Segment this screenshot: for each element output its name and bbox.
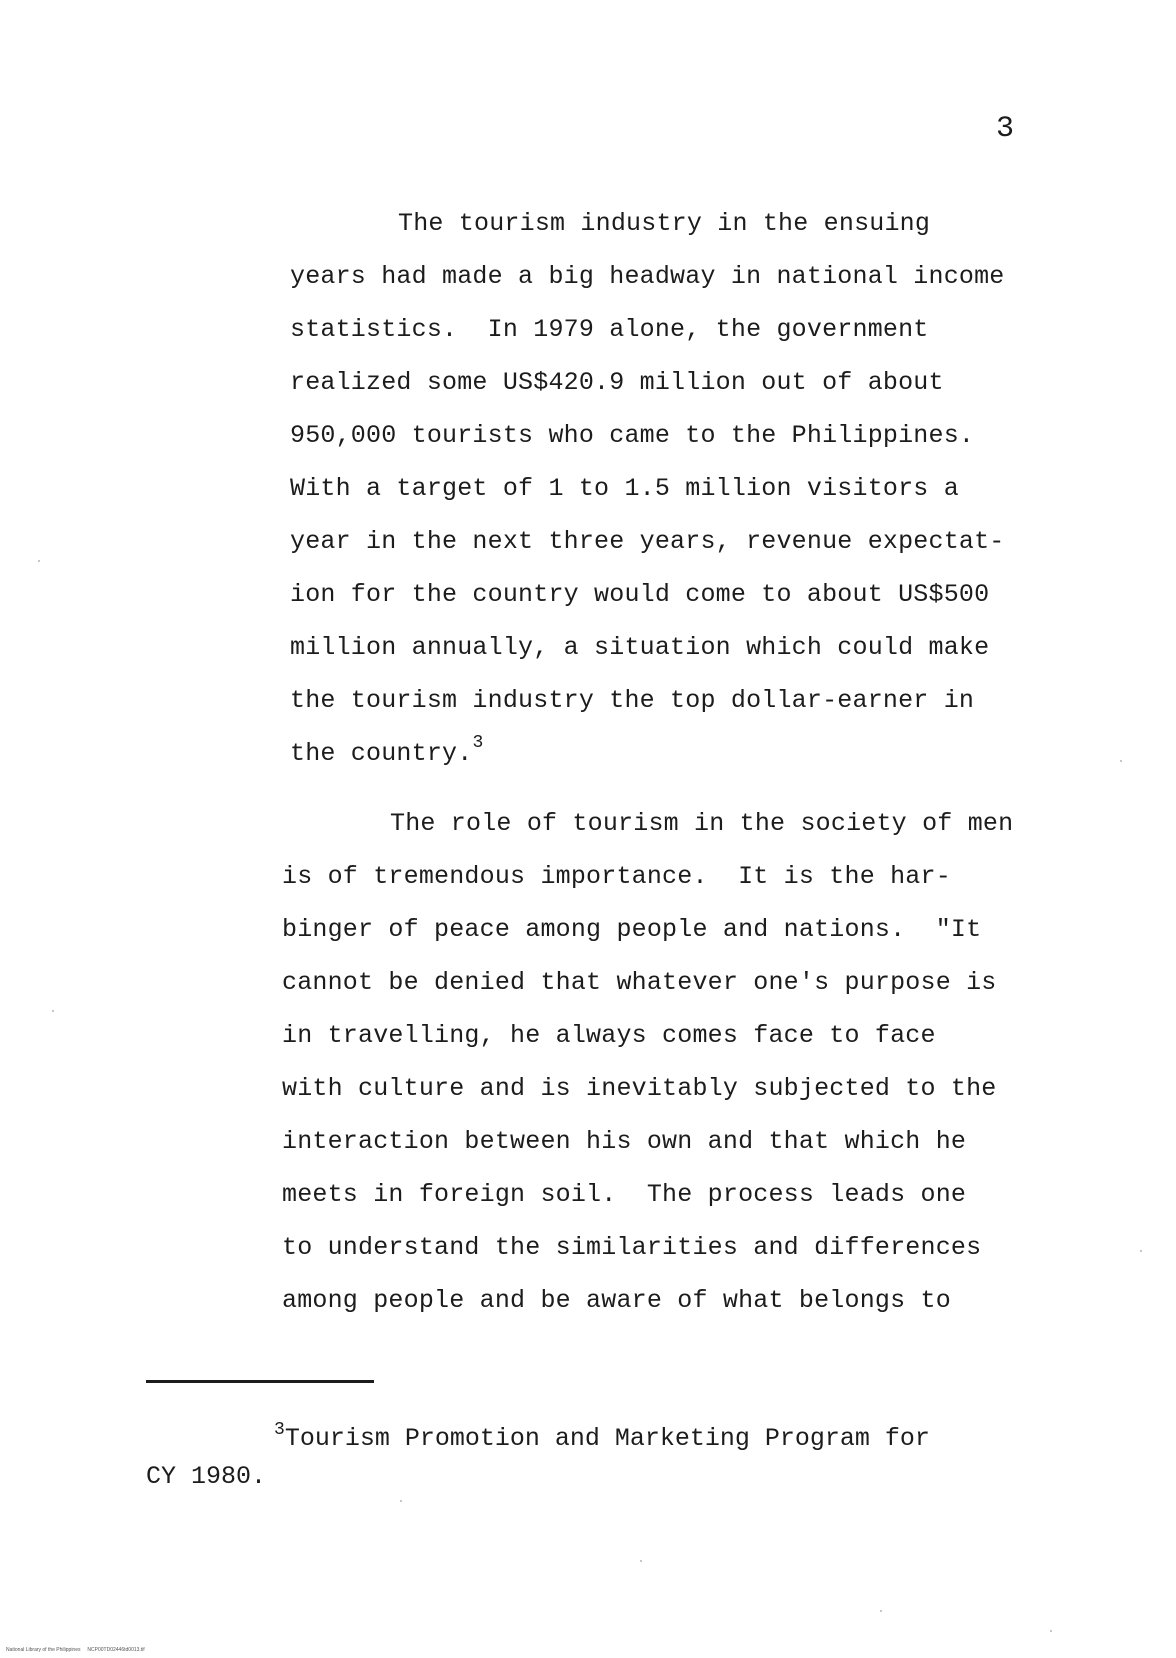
body-paragraph-1 [290, 197, 1005, 780]
paragraph-line: in travelling, he always comes face to face [282, 1021, 936, 1050]
paragraph-line-last [290, 727, 1005, 780]
paragraph-line: million annually, a situation which could make [290, 633, 990, 662]
paragraph-line: is of tremendous importance. It is the har- [282, 862, 951, 891]
page-number: 3 [996, 112, 1015, 146]
paragraph-line: The role of tourism in the society of men [390, 809, 1014, 838]
paragraph-line: with culture and is inevitably subjected to the [282, 1074, 997, 1103]
paragraph-line: the tourism industry the top dollar-earner in [290, 686, 975, 715]
paragraph-line: cannot be denied that whatever one's purpose is [282, 968, 997, 997]
footnote-line-2: CY 1980. [146, 1462, 267, 1491]
paragraph-line: years had made a big headway in national income [290, 262, 1005, 291]
archive-stamp: National Library of the Philippines NCP00TD02446td0013.tif [6, 1647, 145, 1653]
paragraph-line: The tourism industry in the ensuing [398, 209, 931, 238]
paragraph-line: interaction between his own and that which he [282, 1127, 967, 1156]
scan-speck [640, 1560, 642, 1562]
footnote-text: Tourism Promotion and Marketing Program for [284, 1424, 930, 1453]
paragraph-line: meets in foreign soil. The process leads one [282, 1180, 967, 1209]
scan-speck [38, 560, 40, 562]
scan-speck [400, 1500, 402, 1502]
paragraph-line: With a target of 1 to 1.5 million visitors a [290, 474, 959, 503]
paragraph-line: to understand the similarities and differences [282, 1233, 982, 1262]
body-paragraph-2 [282, 797, 1013, 1327]
paragraph-line: realized some US$420.9 million out of about [290, 368, 944, 397]
footnote-divider [146, 1380, 374, 1383]
paragraph-line: among people and be aware of what belongs to [282, 1286, 951, 1315]
footnote-mark: 3 [274, 1419, 285, 1440]
scan-speck [880, 1610, 882, 1612]
scan-speck [52, 1010, 54, 1012]
scan-speck [1050, 1630, 1052, 1632]
paragraph-line: statistics. In 1979 alone, the government [290, 315, 929, 344]
paragraph-line-text: the country. [290, 739, 473, 768]
footnote [146, 1420, 930, 1496]
footnote-reference: 3 [472, 732, 484, 753]
paragraph-line: year in the next three years, revenue expectat- [290, 527, 1005, 556]
scan-speck [1140, 1250, 1142, 1252]
paragraph-line: binger of peace among people and nations. "It [282, 915, 982, 944]
footnote-line-1 [146, 1420, 930, 1458]
paragraph-line: ion for the country would come to about US$500 [290, 580, 990, 609]
scan-speck [1120, 760, 1122, 762]
paragraph-line: 950,000 tourists who came to the Philippines. [290, 421, 975, 450]
